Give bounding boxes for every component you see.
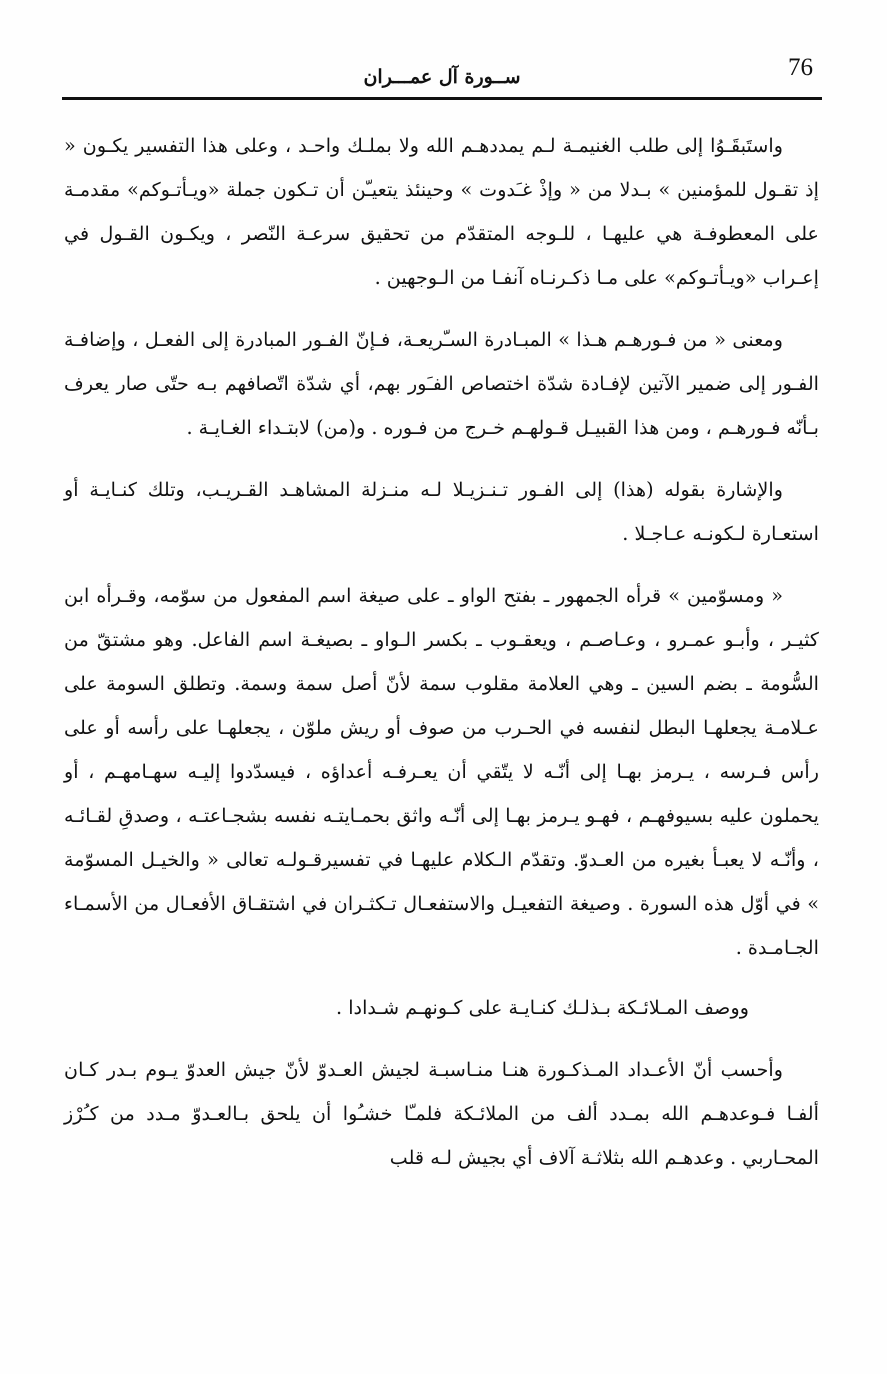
paragraph: والإشارة بقوله (هذا) إلى الفـور تـنـزيـلا لـه منـزلة المشاهـد القـريـب، وتلك كنـايـة أو استعـارة لـكونـه عـاجـلا . (64, 478, 819, 545)
paragraph: وأحسب أنّ الأعـداد المـذكـورة هنـا منـاسبـة لجيش العـدوّ لأنّ جيش العدوّ يـوم بـدر كـان ألفـا فـوعدهـم الله بمـدد ألف من الملائـكة فلمـّا خشـُوا أن يلحق بـالعـدوّ مـدد من كـُرْز المحـاربي . وعدهـم الله بثلاثـة آلاف أي بجيش لـه قلب (64, 1058, 819, 1169)
page-header (62, 52, 822, 100)
running-title: ســورة آل عمـــران (363, 66, 521, 88)
paragraph: ووصف المـلائـكة بـذلـك كنـايـة على كـونهـم شـدادا . (336, 996, 749, 1019)
header-rule (62, 97, 822, 100)
page-number: 76 (788, 54, 813, 81)
paragraph: « ومسوّمين » قرأه الجمهور ـ بفتح الواو ـ على صيغة اسم المفعول من سوّمه، وقـرأه ابن كثيـر ، وأبـو عمـرو ، وعـاصـم ، ويعقـوب ـ بكسر الـواو ـ بصيغـة اسم الفاعل. وهو مشتقّ من السُّومة ـ بضم السين ـ وهي العلامة مقلوب سمة لأنّ أصل سمة وسمة. وتطلق السومة على عـلامـة يجعلهـا البطل لنفسه في الحـرب من صوف أو ريش ملوّن ، يجعلهـا على رأسه أو على رأس فـرسه ، يـرمز بهـا إلى أنّـه لا يتّقي أن يعـرفـه أعداؤه ، فيسدّدوا إليـه سهـامهـم ، أو يحملون عليه بسيوفهـم ، فهـو يـرمز بهـا إلى أنّـه واثق بحمـايتـه نفسه بشجـاعتـه ، وصدقِ لقـائـه ، وأنّـه لا يعبـأ بغيره من العـدوّ. وتقدّم الـكلام عليهـا في تفسيرقـولـه تعالى « والخيـل المسوّمة » في أوّل هذه السورة . وصيغة التفعيـل والاستفعـال تـكثـران في اشتقـاق الأفعـال من الأسمـاء الجـامـدة . (64, 584, 819, 959)
paragraph: واستَبقَـوُا إلى طلب الغنيمـة لـم يمددهـم الله ولا بملـك واحـد ، وعلى هذا التفسير يكـون « إذ تقـول للمؤمنين » بـدلا من « وإذْ غـَدوت » وحينئذ يتعيـّن أن تـكون جملة «ويـأتـوكم» مقدمـة على المعطوفـة هي عليهـا ، للـوجه المتقدّم من تحقيق سرعـة النّصر ، ويكـون القـول في إعـراب «ويـأتـوكم» على مـا ذكـرنـاه آنفـا من الـوجهين . (64, 134, 819, 289)
paragraph: ومعنى « من فـورهـم هـذا » المبـادرة السـّريعـة، فـإنّ الفـور المبادرة إلى الفعـل ، وإضافـة الفـور إلى ضمير الآتين لإفـادة شدّة اختصاص الفـَور بهم، أي شدّة اتّصافهم بـه حتّى صار يعرف بـأنّه فـورهـم ، ومن هذا القبيـل قـولهـم خـرج من فـوره . و(من) لابتـداء الغـايـة . (64, 328, 819, 439)
page-body (64, 124, 819, 1198)
